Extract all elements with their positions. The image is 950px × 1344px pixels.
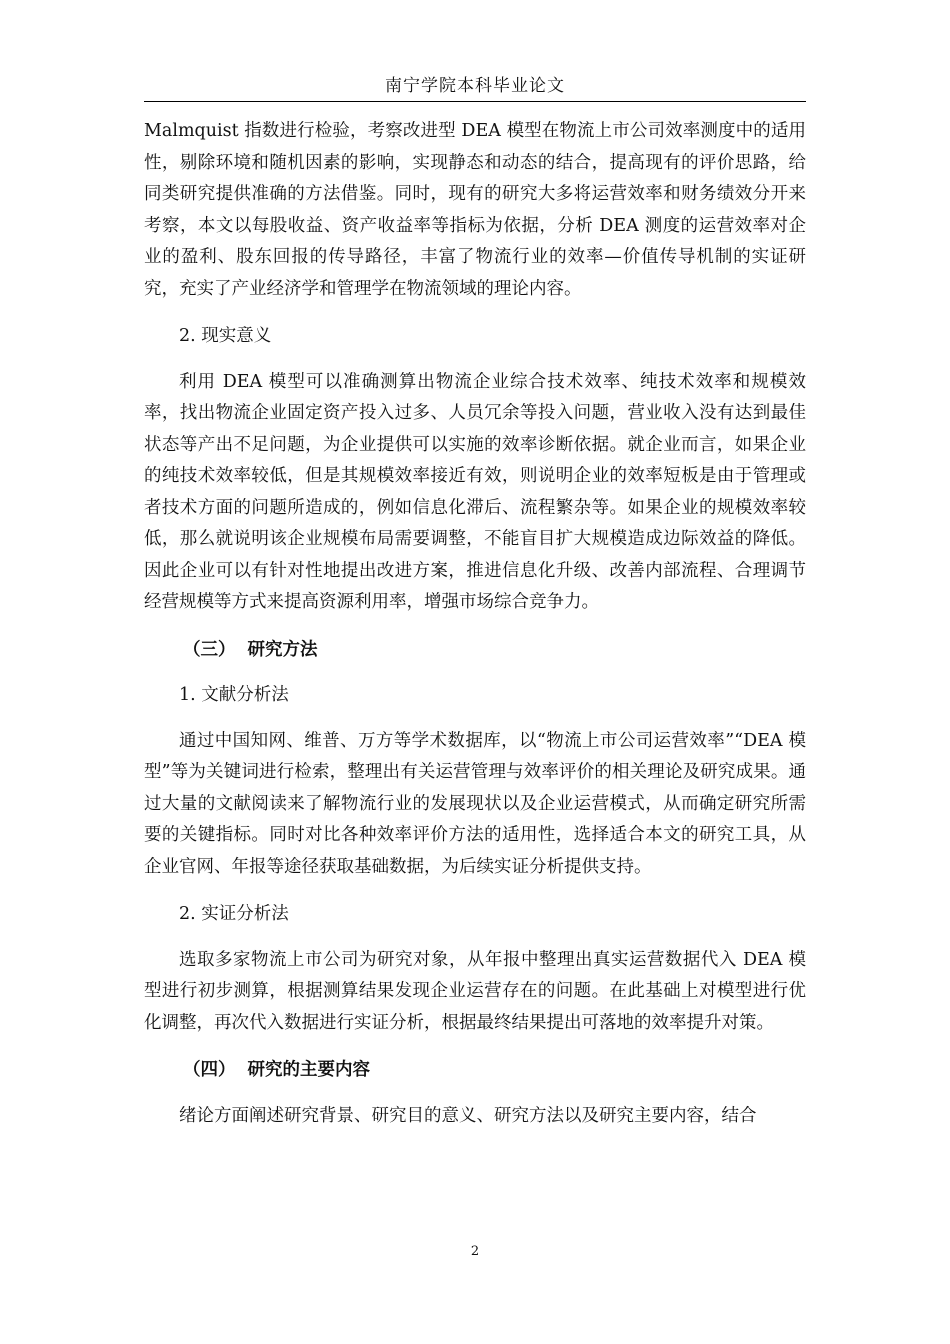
header-rule [144, 101, 806, 102]
section-title: 研究方法 [247, 639, 318, 660]
section-title: 研究的主要内容 [247, 1060, 370, 1080]
running-header: 南宁学院本科毕业论文 [385, 76, 565, 96]
paragraph-theoretical-continued: Malmquist 指数进行检验，考察改进型 DEA 模型在物流上市公司效率测度中的适用性，剔除环境和随机因素的影响，实现静态和动态的结合，提高现有的评价思路，给同类研究提供准确的方法借鉴。同时，现有的研究大多将运营效率和财务绩效分开来考察，本文以每股收益、资产收益率等指标为依据，分析 DEA 测度的运营效率对企业的盈利、股东回报的传导路径，丰富了物流行业的效率—价值传导机制的实证研究，充实了产业经济学和管理学在物流领域的理论内容。 [144, 121, 806, 299]
paragraph-practical-significance: 利用 DEA 模型可以准确测算出物流企业综合技术效率、纯技术效率和规模效率，找出物流企业固定资产投入过多、人员冗余等投入问题，营业收入没有达到最佳状态等产出不足问题，为企业提供可以实施的效率诊断依据。就企业而言，如果企业的纯技术效率较低，但是其规模效率接近有效，则说明企业的效率短板是由于管理或者技术方面的问题所造成的，例如信息化滞后、流程繁杂等。如果企业的规模效率较低，那么就说明该企业规模布局需要调整，不能盲目扩大规模造成边际效益的降低。因此企业可以有针对性地提出改进方案，推进信息化升级、改善内部流程、合理调节经营规模等方式来提高资源利用率，增强市场综合竞争力。 [144, 371, 806, 612]
subheading-practical-significance: 2. 现实意义 [179, 326, 272, 346]
section-number: （三） [183, 639, 236, 660]
paragraph-main-content: 绪论方面阐述研究背景、研究目的意义、研究方法以及研究主要内容，结合 [179, 1105, 757, 1126]
section-number: （四） [183, 1060, 236, 1080]
body-text [144, 116, 806, 1132]
paragraph-empirical-analysis: 选取多家物流上市公司为研究对象，从年报中整理出真实运营数据代入 DEA 模型进行初步测算，根据测算结果发现企业运营存在的问题。在此基础上对模型进行优化调整，再次代入数据进行实证分析，根据最终结果提出可落地的效率提升对策。 [144, 949, 806, 1033]
paragraph-literature-analysis: 通过中国知网、维普、万方等学术数据库，以“物流上市公司运营效率”“DEA 模型”等为关键词进行检索，整理出有关运营管理与效率评价的相关理论及研究成果。通过大量的文献阅读来了解物流行业的发展现状以及企业运营模式，从而确定研究所需要的关键指标。同时对比各种效率评价方法的适用性，选择适合本文的研究工具，从企业官网、年报等途径获取基础数据，为后续实证分析提供支持。 [144, 730, 806, 877]
section-heading-main-content [144, 1055, 806, 1087]
page-number: 2 [470, 1244, 480, 1259]
section-heading-research-methods [144, 635, 806, 667]
subheading-literature-analysis: 1. 文献分析法 [179, 685, 289, 705]
subheading-empirical-analysis: 2. 实证分析法 [179, 904, 289, 924]
